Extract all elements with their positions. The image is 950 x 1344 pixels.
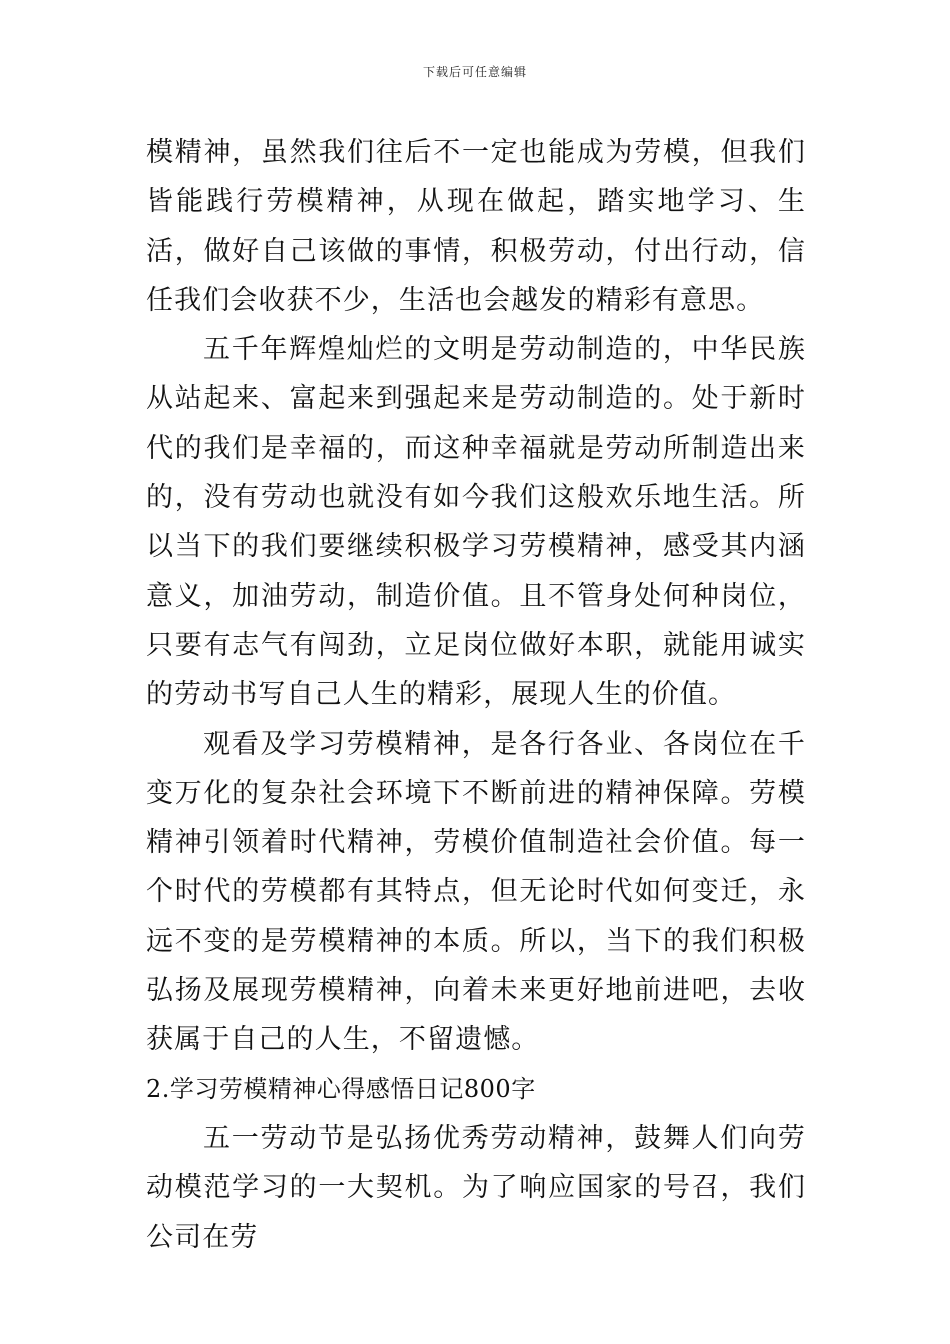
paragraph: 观看及学习劳模精神，是各行各业、各岗位在千变万化的复杂社会环境下不断前进的精神保障。劳模精神引领着时代精神，劳模价值制造社会价值。每一个时代的劳模都有其特点，但无论时代如何变迁，永远不变的是劳模精神的本质。所以，当下的我们积极弘扬及展现劳模精神，向着未来更好地前进吧，去收获属于自己的人生，不留遗憾。	[146, 728, 806, 1056]
paragraph: 五千年辉煌灿烂的文明是劳动制造的，中华民族从站起来、富起来到强起来是劳动制造的。处于新时代的我们是幸福的，而这种幸福就是劳动所制造出来的，没有劳动也就没有如今我们这般欢乐地生活。所以当下的我们要继续积极学习劳模精神，感受其内涵意义，加油劳动，制造价值。且不管身处何种岗位，只要有志气有闯劲，立足岗位做好本职，就能用诚实的劳动书写自己人生的精彩，展现人生的价值。	[146, 334, 806, 711]
section-heading: 2.学习劳模精神心得感悟日记800字	[146, 1074, 536, 1103]
paragraph: 模精神，虽然我们往后不一定也能成为劳模，但我们皆能践行劳模精神，从现在做起，踏实地学习、生活，做好自己该做的事情，积极劳动，付出行动，信任我们会收获不少，生活也会越发的精彩有意思。	[146, 137, 806, 316]
document-body	[146, 128, 806, 1262]
paragraph: 五一劳动节是弘扬优秀劳动精神，鼓舞人们向劳动模范学习的一大契机。为了响应国家的号召，我们公司在劳	[146, 1122, 806, 1253]
header-note: 下载后可任意编辑	[422, 65, 527, 79]
